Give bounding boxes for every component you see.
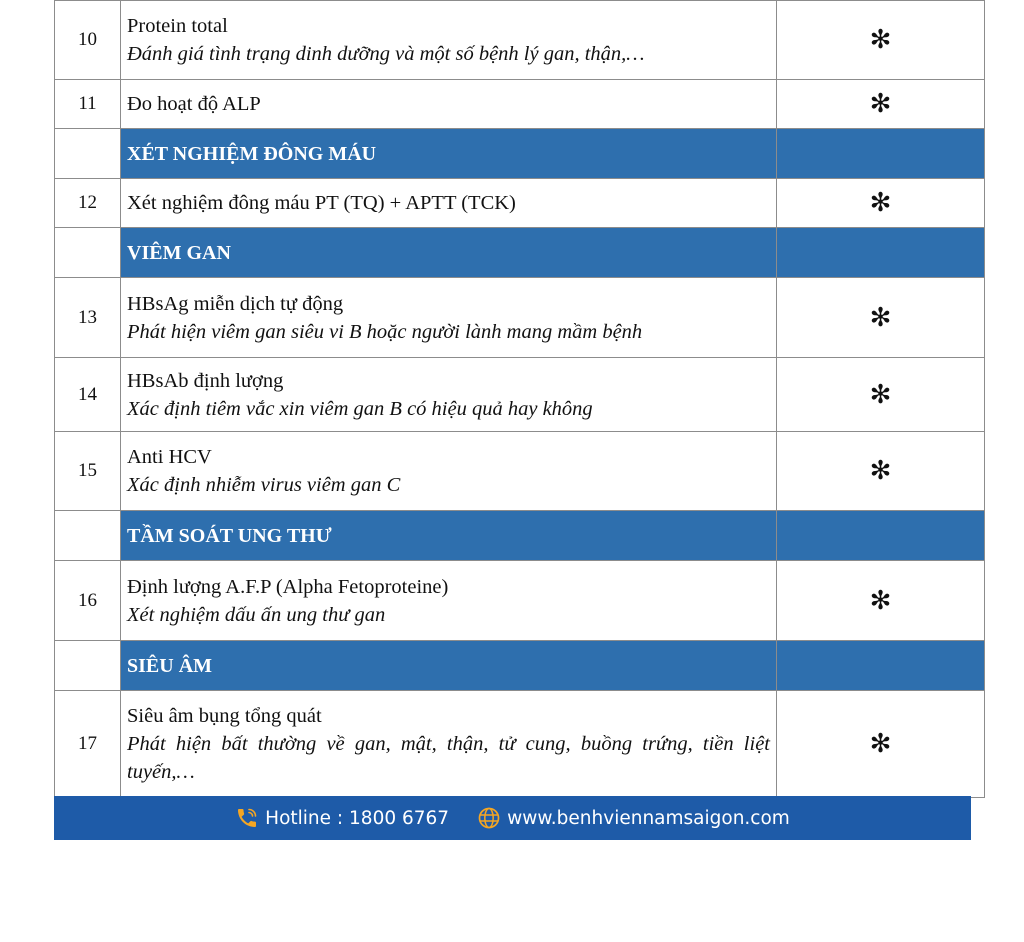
section-title: VIÊM GAN [121, 228, 777, 278]
row-number: 17 [55, 691, 121, 798]
section-row [55, 228, 985, 278]
row-description [121, 80, 777, 129]
row-subtitle: Phát hiện viêm gan siêu vi B hoặc người lành mang mầm bệnh [127, 320, 643, 343]
row-title: Anti HCV [127, 446, 212, 468]
row-number: 11 [55, 80, 121, 129]
included-mark: ✻ [777, 691, 985, 798]
row-title: HBsAg miễn dịch tự động [127, 292, 344, 315]
row-subtitle: Xác định tiêm vắc xin viêm gan B có hiệu quả hay không [127, 397, 593, 420]
table-row [55, 1, 985, 80]
row-title: Định lượng A.F.P (Alpha Fetoproteine) [127, 575, 449, 598]
row-number: 10 [55, 1, 121, 80]
table-row [55, 179, 985, 228]
row-subtitle: Xét nghiệm dấu ấn ung thư gan [127, 603, 386, 626]
row-title: Siêu âm bụng tổng quát [127, 705, 322, 727]
row-number: 16 [55, 561, 121, 641]
website-link[interactable] [477, 806, 790, 830]
section-title: TẦM SOÁT UNG THƯ [121, 511, 777, 561]
row-number: 15 [55, 432, 121, 511]
row-title: Đo hoạt độ ALP [127, 93, 261, 115]
included-mark: ✻ [777, 179, 985, 228]
row-description [121, 561, 777, 641]
footer-bar [54, 796, 971, 840]
section-row [55, 511, 985, 561]
row-number: 12 [55, 179, 121, 228]
row-subtitle: Xác định nhiễm virus viêm gan C [127, 474, 401, 496]
row-description [121, 278, 777, 358]
hotline[interactable] [235, 806, 449, 830]
table-row [55, 561, 985, 641]
row-description [121, 691, 777, 798]
row-title: HBsAb định lượng [127, 369, 284, 392]
globe-icon [477, 806, 501, 830]
section-title: SIÊU ÂM [121, 641, 777, 691]
row-description [121, 179, 777, 228]
row-subtitle: Đánh giá tình trạng dinh dưỡng và một số bệnh lý gan, thận,… [127, 43, 645, 65]
row-number: 14 [55, 358, 121, 432]
row-description [121, 1, 777, 80]
included-mark: ✻ [777, 278, 985, 358]
hotline-text: Hotline : 1800 6767 [265, 807, 450, 829]
row-description [121, 432, 777, 511]
included-mark: ✻ [777, 561, 985, 641]
table-row [55, 278, 985, 358]
row-title: Protein total [127, 15, 228, 37]
included-mark: ✻ [777, 1, 985, 80]
website-text: www.benhviennamsaigon.com [507, 807, 790, 829]
included-mark: ✻ [777, 358, 985, 432]
section-row [55, 129, 985, 179]
section-row [55, 641, 985, 691]
table-row [55, 691, 985, 798]
included-mark: ✻ [777, 80, 985, 129]
table-row [55, 80, 985, 129]
row-number: 13 [55, 278, 121, 358]
row-description [121, 358, 777, 432]
service-table [54, 0, 985, 798]
section-title: XÉT NGHIỆM ĐÔNG MÁU [121, 129, 777, 179]
table-row [55, 358, 985, 432]
row-subtitle: Phát hiện bất thường về gan, mật, thận, tử cung, buồng trứng, tiền liệt tuyến,… [127, 733, 770, 783]
phone-icon [235, 806, 259, 830]
included-mark: ✻ [777, 432, 985, 511]
table-row [55, 432, 985, 511]
row-title: Xét nghiệm đông máu PT (TQ) + APTT (TCK) [127, 192, 516, 214]
